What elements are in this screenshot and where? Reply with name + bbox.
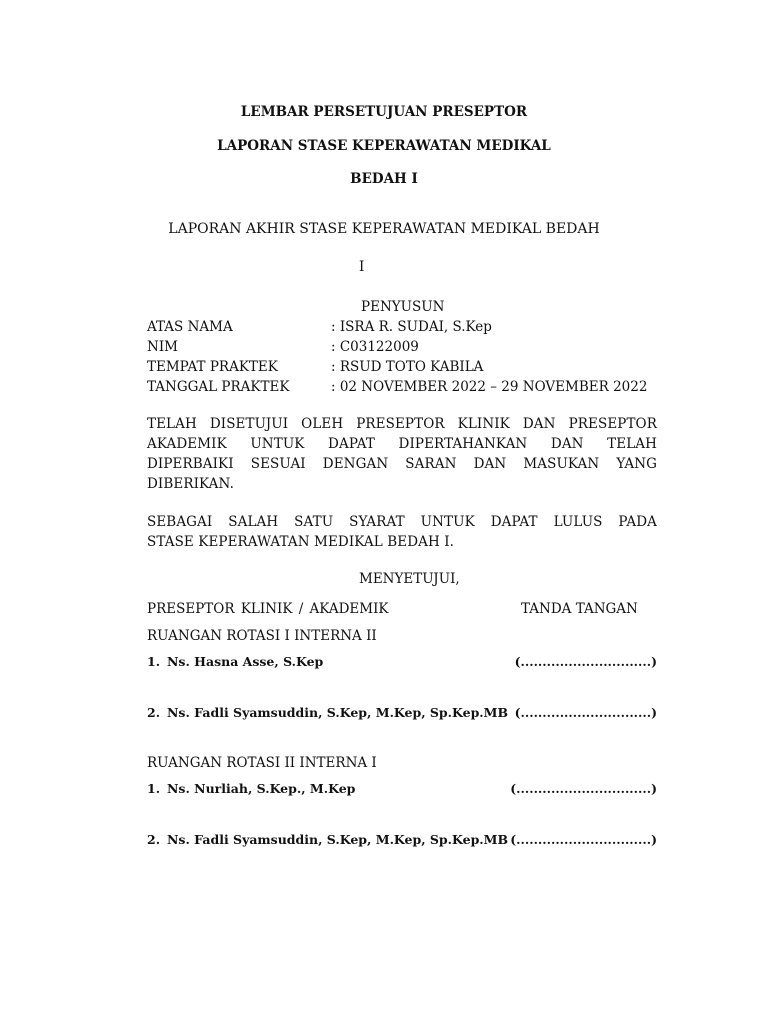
paragraph-line: DIBERIKAN. [147,476,234,492]
report-subtitle-continued: I [359,259,365,275]
info-value-nim: : C03122009 [331,339,419,355]
signer-number: 2. [147,832,161,847]
info-label-name: ATAS NAMA [147,319,233,335]
signature-field: (...............................) [510,832,657,847]
signer-name: Ns. Hasna Asse, S.Kep [167,654,324,669]
info-label-date: TANGGAL PRAKTEK [147,379,290,395]
signer-row [147,781,657,796]
approval-heading: MENYETUJUI, [359,571,460,587]
report-subtitle: LAPORAN AKHIR STASE KEPERAWATAN MEDIKAL BEDAH [168,221,600,237]
info-label-nim: NIM [147,339,178,355]
signer-row [147,654,657,669]
signer-name: Ns. Nurliah, S.Kep., M.Kep [167,781,356,796]
document-title: LEMBAR PERSETUJUAN PRESEPTOR [240,104,528,120]
signer-name-block [147,781,355,796]
paragraph-line: DIPERBAIKI SESUAI DENGAN SARAN DAN MASUKAN YANG [147,456,657,472]
signer-name: Ns. Fadli Syamsuddin, S.Kep, M.Kep, Sp.Kep.MB [167,832,509,847]
signature-field: (...............................) [510,781,657,796]
report-title-continued: BEDAH I [350,171,418,187]
rotation-title: RUANGAN ROTASI I INTERNA II [147,628,377,644]
signer-number: 1. [147,654,161,669]
signer-row [147,832,657,847]
penyusun-heading: PENYUSUN [361,299,445,315]
signer-name-block [147,654,323,669]
info-value-name: : ISRA R. SUDAI, S.Kep [331,319,492,335]
signer-row [147,705,657,720]
report-title: LAPORAN STASE KEPERAWATAN MEDIKAL [217,138,551,154]
paragraph-line: AKADEMIK UNTUK DAPAT DIPERTAHANKAN DAN TELAH [147,436,657,452]
signature-field: (..............................) [514,705,657,720]
signer-name-block [147,832,508,847]
paragraph-line: TELAH DISETUJUI OLEH PRESEPTOR KLINIK DAN PRESEPTOR [147,416,657,432]
signer-name-block [147,705,508,720]
signature-field: (..............................) [514,654,657,669]
signature-column-header: TANDA TANGAN [521,601,638,617]
info-value-place: : RSUD TOTO KABILA [331,359,484,375]
signer-number: 1. [147,781,161,796]
preceptor-column-header: PRESEPTOR KLINIK / AKADEMIK [147,601,389,617]
rotation-title: RUANGAN ROTASI II INTERNA I [147,755,377,771]
signer-number: 2. [147,705,161,720]
signer-name: Ns. Fadli Syamsuddin, S.Kep, M.Kep, Sp.Kep.MB [167,705,509,720]
paragraph-line: STASE KEPERAWATAN MEDIKAL BEDAH I. [147,534,455,550]
info-value-date: : 02 NOVEMBER 2022 – 29 NOVEMBER 2022 [331,379,648,395]
paragraph-line: SEBAGAI SALAH SATU SYARAT UNTUK DAPAT LULUS PADA [147,514,657,530]
info-label-place: TEMPAT PRAKTEK [147,359,278,375]
